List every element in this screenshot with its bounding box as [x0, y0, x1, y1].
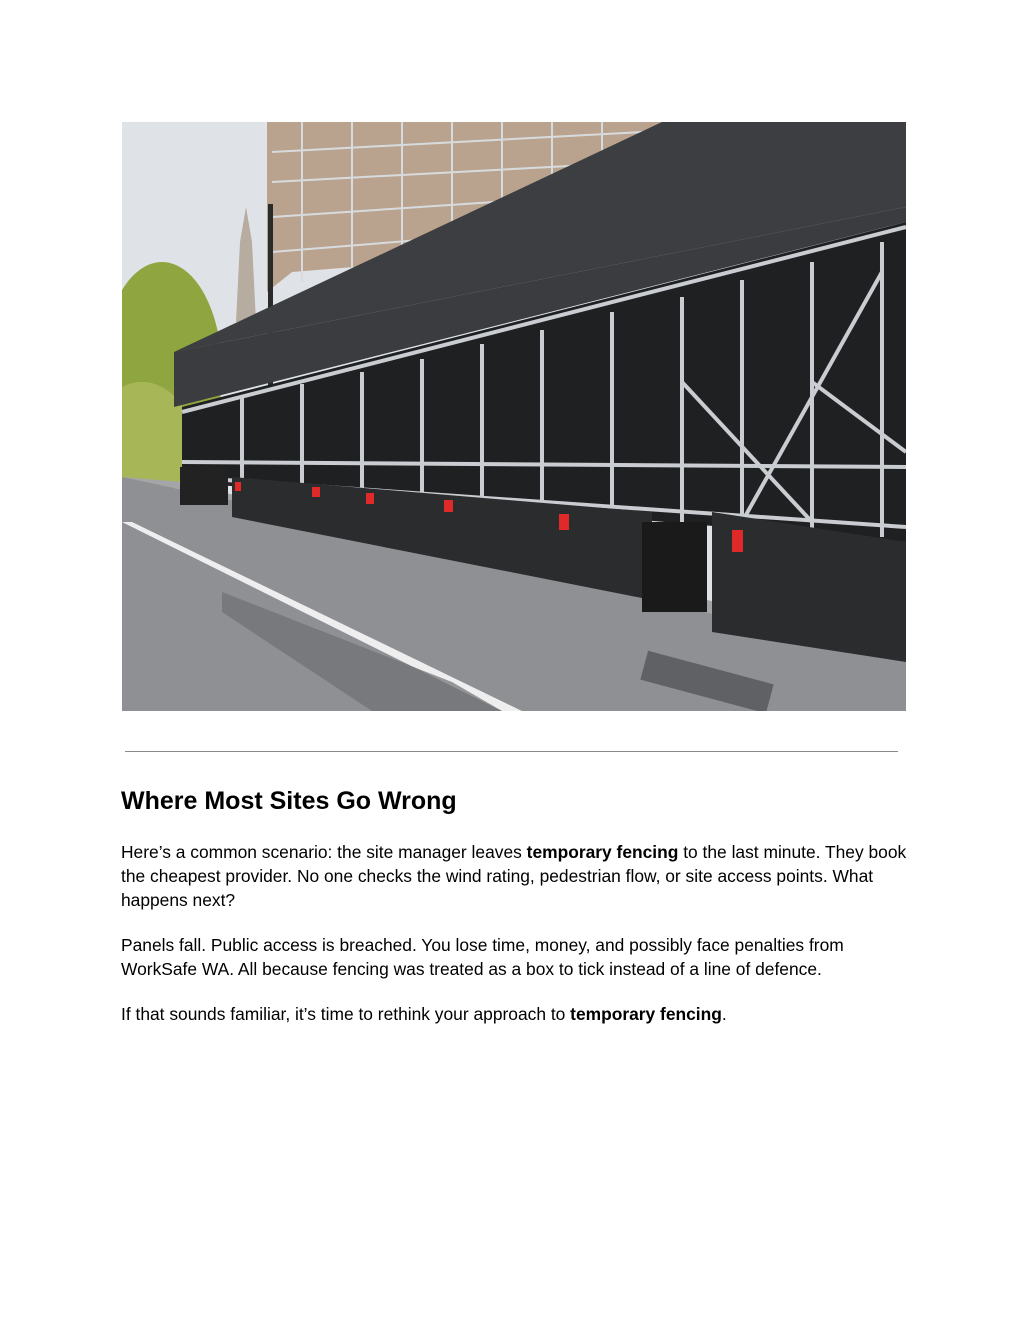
paragraph-scenario-start: Here’s a common scenario: the site manager leaves	[121, 842, 527, 862]
paragraph-conclusion-end: .	[721, 1004, 727, 1024]
keyword-temporary-fencing: temporary fencing	[570, 1004, 722, 1024]
horizontal-divider	[125, 751, 898, 752]
paragraph-scenario	[121, 840, 911, 912]
construction-site-photo	[122, 122, 906, 711]
paragraph-conclusion	[121, 1002, 911, 1026]
paragraph-conclusion-start: If that sounds familiar, it’s time to rethink your approach to	[121, 1004, 571, 1024]
paragraph-consequences: Panels fall. Public access is breached. You lose time, money, and possibly face penalties from WorkSafe WA. All because fencing was treated as a box to tick instead of a line of defence.	[121, 935, 844, 979]
keyword-temporary-fencing: temporary fencing	[526, 842, 679, 862]
paragraph-scenario-end: to the last minute. They book the cheapest provider. No one checks the wind rating, pedestrian flow, or site access points. What happens next?	[121, 842, 907, 910]
section-heading: Where Most Sites Go Wrong	[121, 787, 457, 815]
